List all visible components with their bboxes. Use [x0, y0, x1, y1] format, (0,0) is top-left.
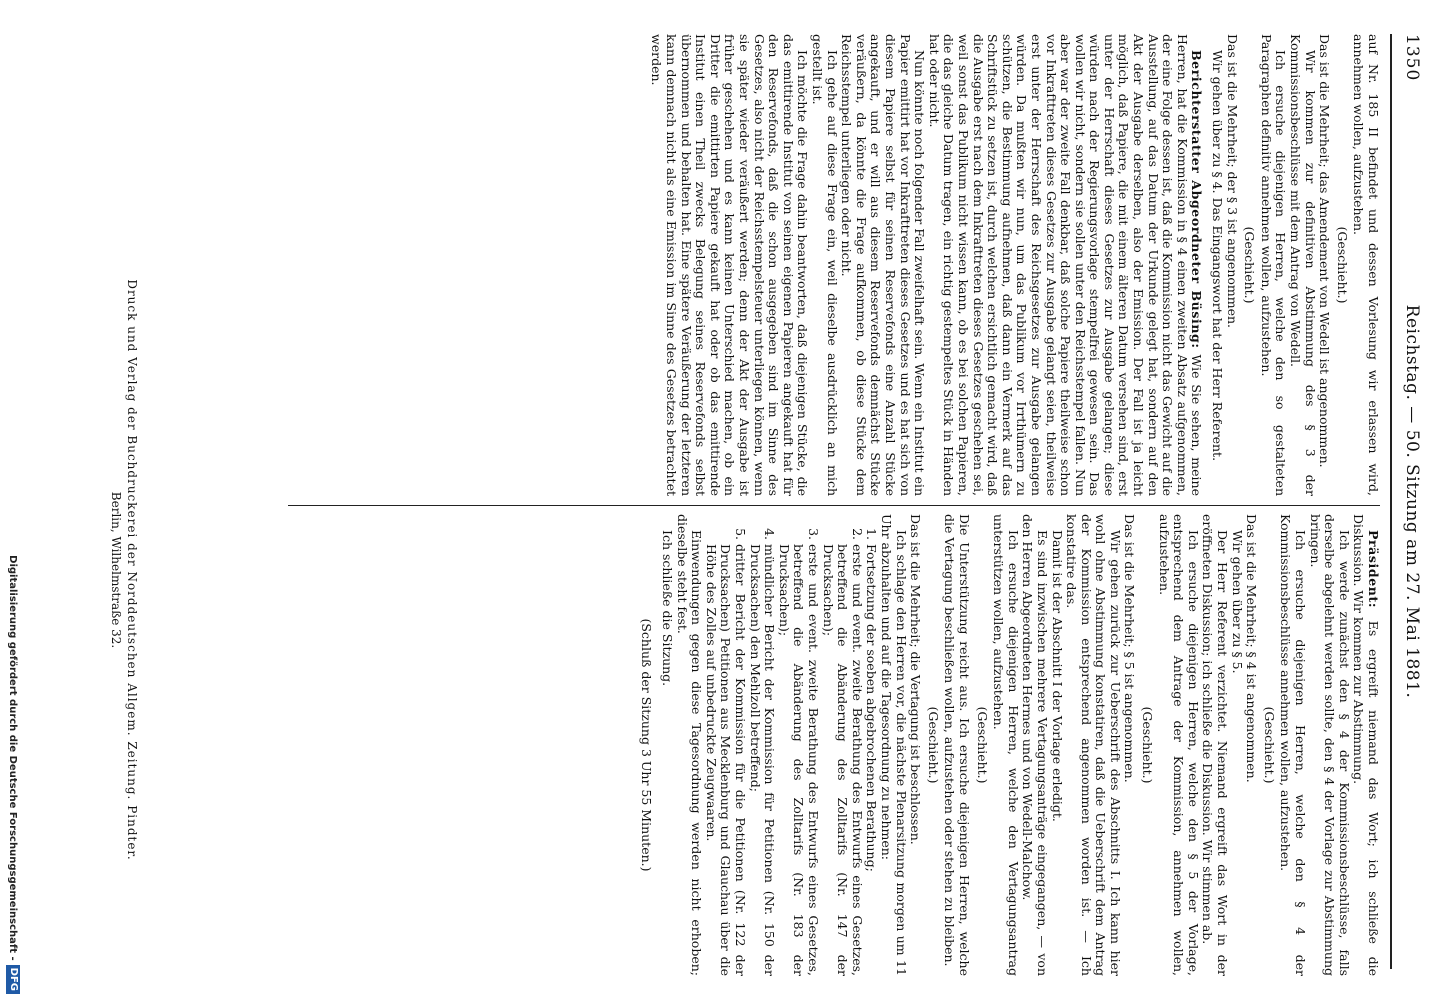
dfg-logo-icon: DFG [6, 965, 20, 994]
paragraph: Der Herr Referent verzichtet. Niemand ergreift das Wort in der eröffneten Diskussion; ich schließe die Diskussion. Wir stimmen ab. [1200, 514, 1231, 976]
header-rule [1390, 34, 1392, 969]
page-number: 1350 [1402, 34, 1422, 82]
paragraph: Das ist die Mehrheit; die Vertagung ist beschlossen. [908, 514, 924, 845]
speech-text: Es ergreift niemand das Wort; ich schließe die Diskussion. Wir kommen zur Abstimmung. [1351, 514, 1381, 976]
paragraph: Ich möchte die Frage dahin beantworten, daß diejenigen Stücke, die das emittirende Institut von seinen eigenen Papieren angekauft hat für den Reservefonds, daß die schon ausgegeben sind im Sinne des Gesetzes, also nicht der Reichsstempelsteuer unterliegen können, wenn sie später wieder veräußert werden; denn der Akt der Ausgabe ist früher geschehen und es kann keinen Unterschied machen, ob ein Dritter die emittirten Papiere gekauft hat oder ob das emittirende Institut einen Theil zwecks Belegung seines Reservefonds selbst übernommen und behalten hat. Eine spätere Veräußerung der letzteren kann demnach nicht als eine Emission im Sinne des Gesetzes betrachtet werden. [649, 34, 811, 496]
stage-direction: (Geschieht.) [1242, 226, 1258, 304]
stage-direction: (Geschieht.) [974, 706, 990, 784]
stage-direction: (Geschieht.) [1261, 706, 1277, 784]
paragraph: Einwendungen gegen diese Tagesordnung werden nicht erhoben; dieselbe steht fest. [674, 514, 705, 976]
closing-note: (Schluß der Sitzung 3 Uhr 55 Minuten.) [639, 618, 655, 872]
speaker-name: Präsident: [1366, 530, 1381, 609]
agenda-item: 1. Fortsetzung der soeben abgebrochenen Berathung; [864, 544, 879, 976]
paragraph: Ich schließe die Sitzung. [660, 530, 676, 687]
paragraph: Das ist die Mehrheit; § 5 ist angenommen. [1122, 514, 1138, 783]
paragraph: Das ist die Mehrheit; das Amendement von Wedell ist angenommen. [1317, 34, 1333, 468]
paragraph: Wir gehen über zu § 4. Das Eingangswort hat der Herr Referent. [1210, 50, 1226, 462]
speech-text: Wie Sie sehen, meine Herren, hat die Kommission in § 4 einen zweiten Absatz aufgenommen, der eine Folge dessen ist, daß die Kommission nicht das Gewicht auf die Ausstellung, auf das Datum der Urkunde gelegt hat, sondern auf den Akt der Ausgabe derselben, also der Emission. Der Fall ist ja leicht möglich, daß Papiere, die mit einem älteren Datum versehen sind, erst unter der Herrschaft dieses Gesetzes zur Ausgabe gelangen; diese würden nach der Regierungsvorlage stempelfrei gewesen sein. Das wollen wir nicht, sondern sie sollen unter den Reichsstempel fallen. Nun aber war der zweite Fall denkbar, daß solche Papiere theilweise schon vor Inkrafttreten dieses Gesetzes zur Ausgabe gelangt seien, theilweise erst unter der Herrschaft des Reichsgesetzes zur Ausgabe gelangen würden. Da mußten wir nun, um das Publikum vor Irrthümern zu schützen, die Bestimmung aufnehmen, daß dann ein Vermerk auf das Schriftstück zu setzen ist, durch welchen ersichtlich gemacht wird, daß die Ausgabe erst nach dem Inkrafttreten dieses Gesetzes geschehen sei, weil sonst das Publikum nicht wissen kann, ob es bei solchen Papieren, die das gleiche Datum tragen, ein richtig gestempeltes Stück in Händen hat oder nicht. [926, 34, 1205, 496]
paragraph: Wir gehen zurück zur Ueberschrift des Abschnitts I. Ich kann hier wohl ohne Abstimmung konstatiren, daß die Ueberschrift dem Antrag der Kommission entsprechend angenommen worden ist. — Ich konstatire das. [1064, 514, 1123, 976]
paragraph: Ich ersuche diejenigen Herren, welche den § 5 der Vorlage, entsprechend dem Antrage der Kommission, annehmen wollen, aufzustehen. [1156, 514, 1201, 976]
agenda-item: 3. erste und event. zweite Berathung des Entwurfs eines Gesetzes, betreffend die Abänderung des Zolltarifs (Nr. 183 der Drucksachen); [776, 544, 820, 976]
digitization-notice [4, 0, 20, 1000]
paragraph: Ich werde zunächst den § 4 der Kommissionsbeschlüsse, falls derselbe abgelehnt werden sollte, den § 4 der Vorlage zur Abstimmung bringen. [1307, 514, 1352, 976]
speaker-name: Berichterstatter Abgeordneter Büsing: [1189, 50, 1205, 349]
agenda-item: 2. erste und event. zweite Berathung des Entwurfs eines Gesetzes, betreffend die Abänderung des Zolltarifs (Nr. 147 der Drucksachen); [820, 544, 864, 976]
running-head [1396, 34, 1424, 969]
paragraph: Das ist die Mehrheit; der § 3 ist angenommen. [1224, 34, 1240, 329]
stage-direction: (Geschieht.) [1140, 706, 1156, 784]
paragraph: Die Unterstützung reicht aus. Ich ersuche diejenigen Herren, welche die Vertagung beschließen wollen, aufzustehen oder stehen zu bleiben. [942, 514, 972, 976]
running-title: Reichstag. — 50. Sitzung am 27. Mai 1881. [1402, 304, 1422, 699]
imprint-address: Berlin, Wilhelmstraße 32. [109, 491, 123, 649]
paragraph: Wir gehen über zu § 5. [1229, 530, 1245, 674]
paragraph: auf Nr. 185 II befindet und dessen Vorlesung wir erlassen wird, annehmen wollen, aufzustehen. [1351, 34, 1381, 496]
stage-direction: (Geschieht.) [925, 706, 941, 784]
paragraph: Damit ist der Abschnitt I der Vorlage erledigt. [1049, 530, 1065, 822]
paragraph: Ich schlage den Herren vor, die nächste Plenarsitzung morgen um 11 Uhr abzuhalten und auf die Tagesordnung zu nehmen: [879, 514, 909, 976]
stage-direction: (Geschieht.) [1334, 226, 1350, 304]
paragraph: Ich gehe auf diese Frage ein, weil dieselbe ausdrücklich an mich gestellt ist. [810, 34, 840, 496]
column-divider [288, 505, 1380, 506]
agenda-item: 5. dritter Bericht der Kommission für die Petitionen (Nr. 122 der Drucksachen) Petitionen aus Mecklenburg und Glauchau über die Höhe des Zolles auf unbedruckte Zeugwaaren. [703, 544, 747, 976]
speech-paragraph [926, 34, 1203, 496]
digitization-text: Digitalisierung gefördert durch die Deutsche Forschungsgemeinschaft - [7, 555, 18, 961]
paragraph: Das ist die Mehrheit; § 4 ist angenommen. [1244, 514, 1260, 783]
left-column [649, 34, 1380, 496]
agenda-list [703, 514, 878, 976]
paragraph: Ich ersuche diejenigen Herren, welche den § 4 der Kommissionsbeschlüsse annehmen wollen, aufzustehen. [1278, 514, 1309, 976]
speech-paragraph [1351, 514, 1380, 976]
paragraph: Es sind inzwischen mehrere Vertagungsanträge eingegangen, — von den Herren Abgeordneten Hermes und von Wedell-Malchow. [1020, 514, 1050, 976]
right-column [636, 514, 1380, 976]
paragraph: Nun könnte noch folgender Fall zweifelhaft sein. Wenn ein Institut ein Papier emittirt hat vor Inkrafttreten dieses Gesetzes und es hat sich von diesem Papiere selbst für seinen Reservefonds eine Anzahl Stücke angekauft, und er will aus diesem Reservefonds demnächst Stücke veräußern, da könnte die Frage aufkommen, ob diese Stücke dem Reichsstempel unterliegen oder nicht. [839, 34, 928, 496]
paragraph: Wir kommen zur definitiven Abstimmung des § 3 der Kommissionsbeschlüsse mit dem Antrag von Wedell. [1288, 34, 1318, 496]
agenda-item: 4. mündlicher Bericht der Kommission für Petitionen (Nr. 150 der Drucksachen) den Mehlzoll betreffend; [747, 544, 776, 976]
paragraph: Ich ersuche diejenigen Herren, welche den so gestalteten Paragraphen definitiv annehmen wollen, aufzustehen. [1258, 34, 1289, 496]
paragraph: Ich ersuche diejenigen Herren, welche den Vertagungsantrag unterstützen wollen, aufzustehen. [991, 514, 1021, 976]
imprint-line: Druck und Verlag der Buchdruckerei der Norddeutschen Allgem. Zeitung. Pindter. [125, 279, 139, 861]
